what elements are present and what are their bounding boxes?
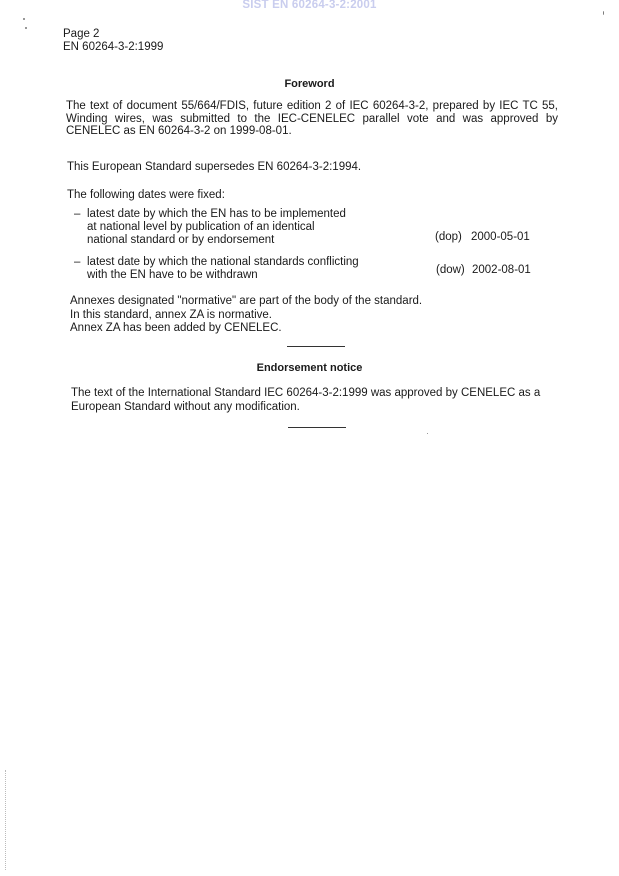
dow-date: 2002-08-01 <box>472 264 531 276</box>
annex-line-3: Annex ZA has been added by CENELEC. <box>70 322 282 334</box>
dow-line-1: latest date by which the national standards conflicting <box>87 256 359 268</box>
scan-margin-marks <box>5 770 7 870</box>
dop-bullet: – <box>74 208 81 220</box>
dop-date: 2000-05-01 <box>471 231 530 243</box>
annex-line-1: Annexes designated "normative" are part of the body of the standard. <box>70 295 423 307</box>
page-number: Page 2 <box>63 28 100 40</box>
dow-bullet: – <box>74 256 81 268</box>
dop-line-2: at national level by publication of an identical <box>87 221 315 233</box>
dop-line-1: latest date by which the EN has to be implemented <box>87 208 346 220</box>
standard-number: EN 60264-3-2:1999 <box>63 41 164 53</box>
endorsement-paragraph: The text of the International Standard IEC 60264-3-2:1999 was approved by CENELEC as a European Standard without any modification. <box>71 387 541 413</box>
section-divider <box>287 346 345 347</box>
scan-speck <box>427 433 428 434</box>
foreword-heading: Foreword <box>284 78 335 90</box>
scan-speck <box>603 11 604 15</box>
annex-line-2: In this standard, annex ZA is normative. <box>70 309 272 321</box>
dop-code: (dop) <box>435 231 462 243</box>
scan-speck <box>25 27 27 29</box>
foreword-paragraph-2: This European Standard supersedes EN 60264-3-2:1994. <box>67 161 362 173</box>
end-divider <box>288 427 346 428</box>
watermark: SIST EN 60264-3-2:2001 <box>242 0 377 11</box>
foreword-paragraph-1: The text of document 55/664/FDIS, future edition 2 of IEC 60264-3-2, prepared by IEC TC 55, Winding wires, was submitted to the IEC-CENELEC parallel vote and was approved by CENELEC as EN 60264-3-2 on 1999-08-01. <box>66 100 558 137</box>
dates-intro: The following dates were fixed: <box>67 189 225 201</box>
dow-code: (dow) <box>436 264 465 276</box>
dow-line-2: with the EN have to be withdrawn <box>87 269 258 281</box>
dop-line-3: national standard or by endorsement <box>87 234 275 246</box>
endorsement-heading: Endorsement notice <box>256 362 363 374</box>
scan-speck <box>23 18 25 20</box>
